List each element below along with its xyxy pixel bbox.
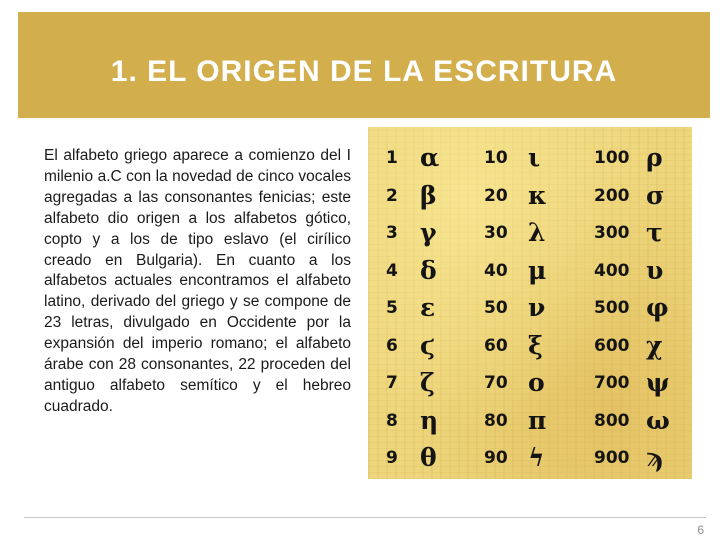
numeral-value: 90 [484,448,508,468]
greek-letter: ϟ [528,443,545,472]
greek-letter: μ [528,255,547,285]
numeral-value: 4 [386,260,398,281]
greek-letter: ϡ [646,443,663,472]
greek-letter: ϛ [420,330,436,360]
numeral-value: 20 [484,185,508,206]
numeral-value: 300 [594,223,630,243]
numeral-value: 800 [594,410,630,431]
greek-letter: ο [528,368,545,397]
numeral-value: 5 [386,298,398,318]
greek-letter: φ [646,293,669,322]
greek-letter: ω [646,405,670,435]
greek-letter: ξ [528,330,543,360]
greek-letter: γ [420,218,437,247]
greek-letter: ε [420,293,436,322]
greek-numerals-papyrus-image [368,127,692,479]
body-paragraph: El alfabeto griego aparece a comienzo del I milenio a.C con la novedad de cinco vocales agregadas a las consonantes fenicias; este alfabeto dio origen a los alfabetos gótico, copto y a los de tipo eslavo (el cirílico creado en Bulgaria). En cuanto a los alfabetos actuales encontramos el alfabeto latino, derivado del griego y se compone de 23 letras, divulgado en Occidente por la expansión del imperio romano; el alfabeto árabe con 28 consonantes, 22 proceden del antiguo alfabeto semítico y el hebreo cuadrado. [44,147,351,415]
greek-letter: ρ [646,143,663,172]
greek-letter: ζ [420,368,435,397]
greek-letter: κ [528,180,547,210]
numeral-value: 3 [386,223,398,243]
numeral-value: 400 [594,260,630,281]
greek-letter: θ [420,443,437,472]
numeral-value: 500 [594,298,630,318]
numeral-value: 50 [484,298,508,318]
numeral-value: 2 [386,185,398,206]
numeral-value: 70 [484,373,508,393]
slide-title: 1. EL ORIGEN DE LA ESCRITURA [110,55,618,88]
footer-divider [24,517,706,518]
greek-letter: α [420,143,440,172]
greek-letter: η [420,405,439,435]
greek-letter: λ [528,218,546,247]
greek-letter: υ [646,255,664,285]
greek-letter: ι [528,143,541,172]
greek-letter: β [420,180,437,210]
greek-letter: ν [528,293,546,322]
greek-letter: χ [646,330,663,360]
numeral-value: 6 [386,335,398,356]
numeral-value: 8 [386,410,398,431]
numeral-value: 30 [484,223,508,243]
greek-letter: δ [420,255,437,285]
numeral-value: 600 [594,335,630,356]
greek-letter: σ [646,180,665,210]
numeral-value: 100 [594,148,630,168]
title-bar [18,12,710,118]
greek-letter: ψ [646,368,670,397]
page-number: 6 [697,523,704,537]
numeral-value: 40 [484,260,508,281]
numeral-value: 10 [484,148,508,168]
numeral-value: 200 [594,185,630,206]
numeral-value: 700 [594,373,630,393]
greek-letter: π [528,405,547,435]
numeral-value: 7 [386,373,398,393]
numeral-value: 1 [386,148,398,168]
numeral-value: 9 [386,448,398,468]
numeral-value: 80 [484,410,508,431]
numeral-value: 900 [594,448,630,468]
numeral-value: 60 [484,335,508,356]
greek-letter: τ [646,218,663,247]
